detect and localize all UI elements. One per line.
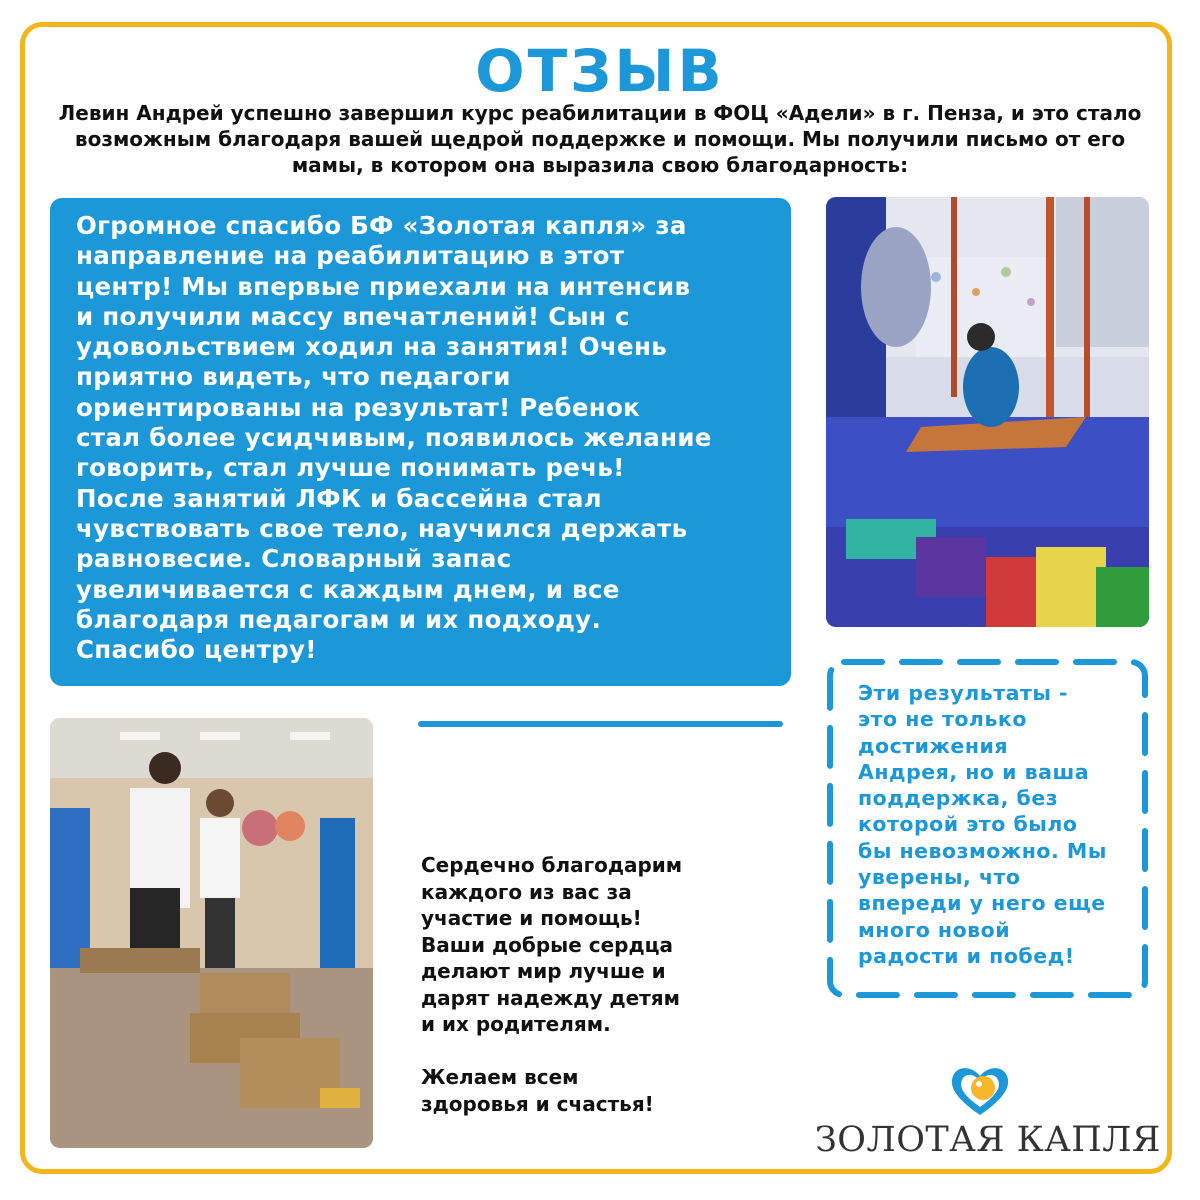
thanks-text: Сердечно благодарим каждого из вас за участие и помощь! Ваши добрые сердца делают мир лучше и дарят надежду детям и их родителям. Желаем всем здоровья и счастья!: [421, 853, 683, 1116]
gym-exercise-photo: [50, 718, 373, 1148]
brand-logo: [815, 1060, 1161, 1160]
results-callout: [826, 658, 1149, 999]
results-text: Эти результаты - это не только достижения Андрея, но и ваша поддержка, без которой это было бы невозможно. Мы уверены, что впереди у него еще много новой радости и побед!: [858, 681, 1107, 968]
rehab-room-photo: [826, 197, 1149, 627]
quote-box: [50, 198, 791, 686]
logo-text: ЗОЛОТАЯ КАПЛЯ: [815, 1120, 1161, 1160]
section-divider: [418, 721, 783, 727]
page-title: ОТЗЫВ: [475, 37, 725, 105]
quote-text: Огромное спасибо БФ «Золотая капля» за направление на реабилитацию в этот центр! Мы впервые приехали на интенсив и получили массу впечатлений! Сын с удовольствием ходил на занятия! Очень приятно видеть, что педагоги ориентированы на результат! Ребенок стал более усидчивым, появилось желание говорить, стал лучше понимать речь! После занятий ЛФК и бассейна стал чувствовать свое тело, научился держать равновесие. Словарный запас увеличивается с каждым днем, и все благодаря педагогам и их подходу. Спасибо центру!: [76, 211, 712, 665]
heart-drop-icon: [945, 1060, 1015, 1120]
intro-text: Левин Андрей успешно завершил курс реабилитации в ФОЦ «Адели» в г. Пенза, и это стало возможным благодаря вашей щедрой поддержке и помощи. Мы получили письмо от его мамы, в котором она выразила свою благодарность:: [58, 101, 1142, 177]
